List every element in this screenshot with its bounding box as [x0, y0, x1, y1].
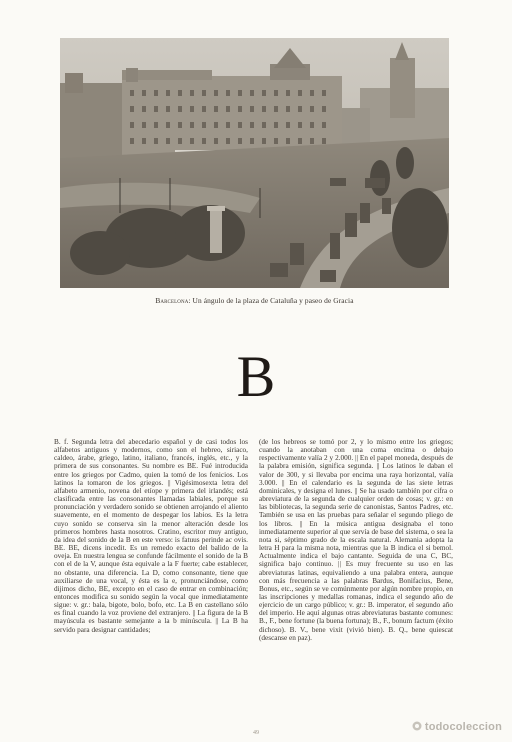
section-initial-letter: B: [236, 344, 276, 409]
watermark-text: todocoleccion: [424, 721, 502, 733]
watermark: [412, 721, 502, 734]
hand-icon: [412, 721, 422, 734]
text-column-right: [259, 438, 453, 642]
caption-place: Barcelona: [155, 296, 189, 305]
photo-illustration: [60, 38, 449, 288]
left-column-paragraph: B. f. Segunda letra del abecedario español y de casi todos los alfabetos antiguos y modernos, como son el hebreo, siriaco, caldeo, árabe, griego, latino, italiano, francés, inglés, etc., y la primera de sus consonantes. Su nombre es BE. Fué introducida entre los griegos por Cadmo, quien la tomó de los fenicios. Los latinos la tomaron de los griegos. || Vigésimosexta letra del alfabeto armenio, novena del etíope y primera del irlandés; está clasificada entre las consonantes llamadas labiales, porque su pronunciación y verdadero sonido se obtienen arrojando el aliento suavemente, en el momento de despegar los labios. Es la letra cuyo sonido se conserva sin la menor alteración desde los primeros hombres hasta nosotros. Cratino, escritor muy antiguo, da idea del sonido de la B en este verso: is fatuus perinde ac ovis. BE. BE, dicens incedit. Es un remedo exacto del balido de la oveja. En nuestra lengua se confunde fácilmente el sonido de la B con el de la V, aunque ésta equivale a la F fuerte; cabe establecer, no obstante, una diferencia. La D, como consonante, tiene que auxiliarse de una vocal, y ésta es la e, pronunciándose, como dijimos dicho, BE, excepto en el caso de entrar en combinación; entonces modifica su sonido según la vocal que inmediatamente sigue: v. gr.: bala, bigote, bolo, bofo, etc. La B en castellano sólo es final cuando la voz proviene del extranjero. || La figura de la B mayúscula es bastante semejante a la b minúscula. || La B ha servido para designar cantidades;: [54, 438, 248, 634]
photo-caption: [60, 296, 449, 305]
right-column-paragraph: (de los hebreos se tomó por 2, y lo mismo entre los griegos; cuando la anotaban con una coma encima o debajo respectivamente valía 2 y 2.000. || En el papel moneda, después de la palabra emisión, significa segunda. || Los latinos le daban el valor de 300, y si llevaba por encima una raya horizontal, valía 3.000. || En el calendario es la segunda de las siete letras dominicales, y designa el lunes. || Se ha usado también por cifra o abreviatura de la segunda de cualquier orden de cosas; v. gr.: en las bibliotecas, la segunda serie de canonistas, Santos Padres, etc. También se usa en las pruebas para señalar el segundo pliego de los libros. || En la música antigua designaba el tono inmediatamente superior al que servía de base del sistema, o sea la nota si, séptimo grado de la escala natural. Alemania adopta la letra H para la misma nota, mientras que la B indica el si bemol. Actualmente indica el bajo cantante. Seguida de una C, BC, significa bajo continuo. || Es muy frecuente su uso en las abreviaturas latinas, equivaliendo a una palabra entera, aunque con más frecuencia a las palabras Bardus, Bonifacius, Bene, Bonus, etc., según se ve comúnmente por algún nombre propio, en las inscripciones y medallas romanas, indica el segundo año de ejercicio de un cargo público; v. gr.: B. imperator, el segundo año del imperio. He aquí algunas otras abreviaturas bastante comunes: B., F., bene fortune (la buena fortuna); B., F., bonum factum (éxito dichoso). B. V., bene vixit (vivió bien). B. Q., bene quiescat (descanse en paz).: [259, 438, 453, 642]
text-column-left: [54, 438, 248, 634]
page-number: 49: [253, 730, 259, 736]
photograph-barcelona-square: [60, 38, 449, 288]
caption-text: : Un ángulo de la plaza de Cataluña y paseo de Gracia: [188, 296, 354, 305]
